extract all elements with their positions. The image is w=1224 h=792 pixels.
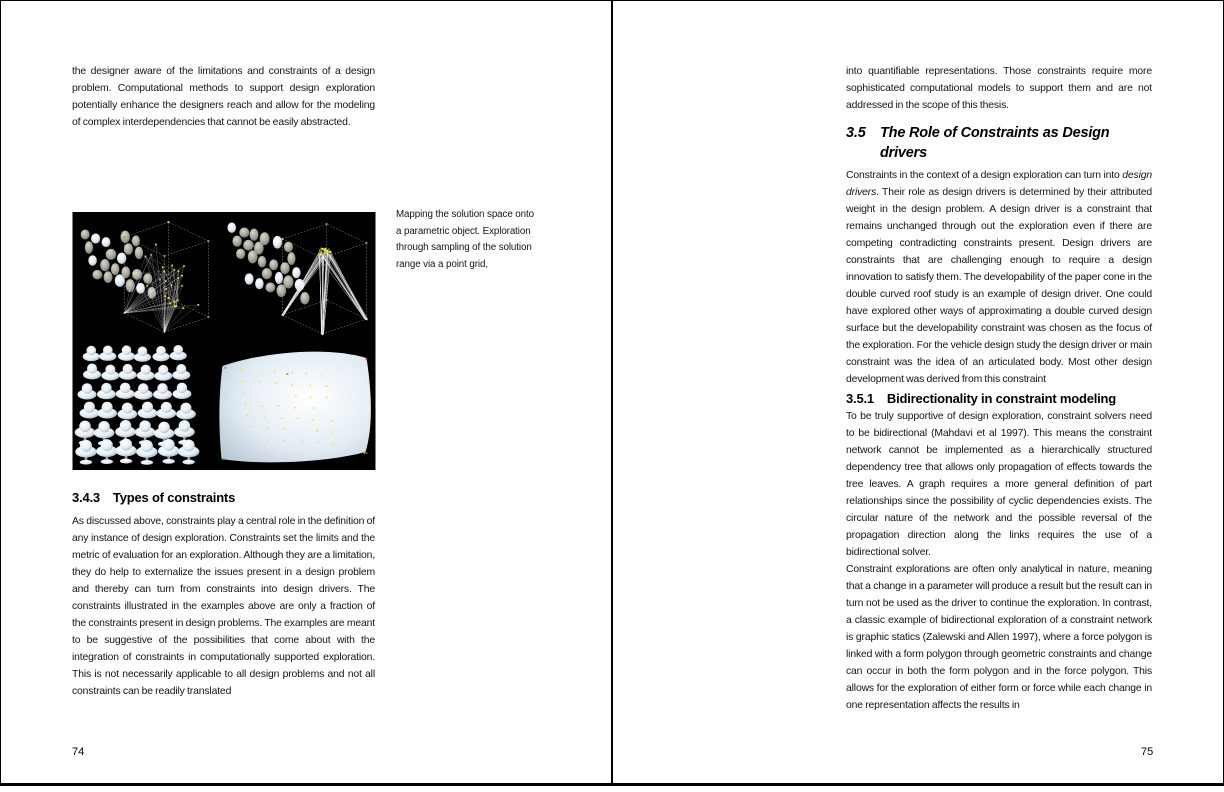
sampled-surface bbox=[219, 352, 371, 463]
figure-caption: Mapping the solution space onto a parametric object. Exploration through sampling of the solution range via a point grid, bbox=[396, 209, 534, 270]
section-heading-3-4-3 bbox=[72, 490, 235, 505]
right-paragraph-3-5-1a: To be truly supportive of design exploration, constraint solvers need to be bidirectional (Mahdavi et al 1997). This means the constraint network cannot be implemented as a hierarchically structured dependency tree that allows only propagation of effects towards the tree leaves. A graph requires a more general definition of part relationships since the possibility of cyclic dependencies exists. The circular nature of the network and the possible reversal of the propagation direction along the links requires the use of a bidirectional solver. bbox=[846, 411, 1152, 558]
right-paragraph-3-5 bbox=[846, 167, 1152, 388]
paragraph-text: Constraints in the context of a design exploration can turn into bbox=[846, 170, 1123, 181]
right-intro-paragraph: into quantifiable representations. Those constraints require more sophisticated computational models to support them and are not addressed in the scope of this thesis. bbox=[846, 66, 1152, 111]
right-paragraph-3-5-1b: Constraint explorations are often only analytical in nature, meaning that a change in a parameter will produce a result but the result can in turn not be used as the driver to continue the exploration. In contrast, a classic example of bidirectional exploration of a constraint network is graphic statics (Zalewski and Allen 1997), where a force polygon is linked with a form polygon through geometric constraints and change can occur in both the form polygon and in the force polygon. This allows for the exploration of either form or force while each change in one representation affects the results in bbox=[846, 564, 1152, 711]
section-title: Types of constraints bbox=[112, 490, 236, 505]
section-number: 3.5.1 bbox=[846, 391, 874, 406]
left-body-paragraph: As discussed above, constraints play a central role in the definition of any instance of design exploration. Constraints set the limits and the metric of evaluation for an exploration. Although they are a limitation, they do help to externalize the issues present in a design problem and thereby can turn from constraints into design drivers. The constraints illustrated in the examples above are only a fraction of the constraints present in design problems. The examples are meant to be suggestive of the possibilities that come about with the integration of constraints in computationally supported exploration. This is not necessarily applicable to all design problems and not all constraints can be readily translated bbox=[72, 516, 375, 697]
left-intro-paragraph: the designer aware of the limitations and constraints of a design problem. Computational methods to support design exploration potentially enhance the designers reach and allow for the modeling of complex interdependencies that cannot be easily abstracted. bbox=[72, 66, 375, 128]
solution-space-figure bbox=[72, 212, 376, 470]
section-heading-3-5 bbox=[846, 124, 1152, 163]
italic-term: design drivers bbox=[846, 170, 1152, 198]
page-number-left: 74 bbox=[72, 746, 85, 758]
section-title: The Role of Constraints as Design drivers bbox=[880, 125, 1110, 161]
figure-image bbox=[72, 212, 376, 470]
right-body-3-5-1 bbox=[846, 408, 1152, 714]
section-number: 3.4.3 bbox=[72, 490, 100, 505]
section-number: 3.5 bbox=[846, 125, 866, 141]
section-title: Bidirectionality in constraint modeling bbox=[886, 391, 1117, 406]
page-divider bbox=[611, 0, 613, 783]
section-heading-3-5-1 bbox=[846, 391, 1116, 406]
page-number-right: 75 bbox=[1141, 746, 1154, 758]
paragraph-text: . Their role as design drivers is determined by their attributed weight in the design problem. A design driver is a constraint that remains unchanged through out the exploration even if there are competing contradicting constraints present. Design drivers are constraints that are challenging enough to require a design innovation to satisfy them. The developability of the paper cone in the double curved roof study is an example of design driver. One could have explored other ways of approximating a double curved design surface but the developability constraint was chosen as the focus of the exploration. For the vehicle design study the design driver or main constraint was the idea of an articulated body. Most other design development was derived from this constraint bbox=[846, 187, 1152, 385]
